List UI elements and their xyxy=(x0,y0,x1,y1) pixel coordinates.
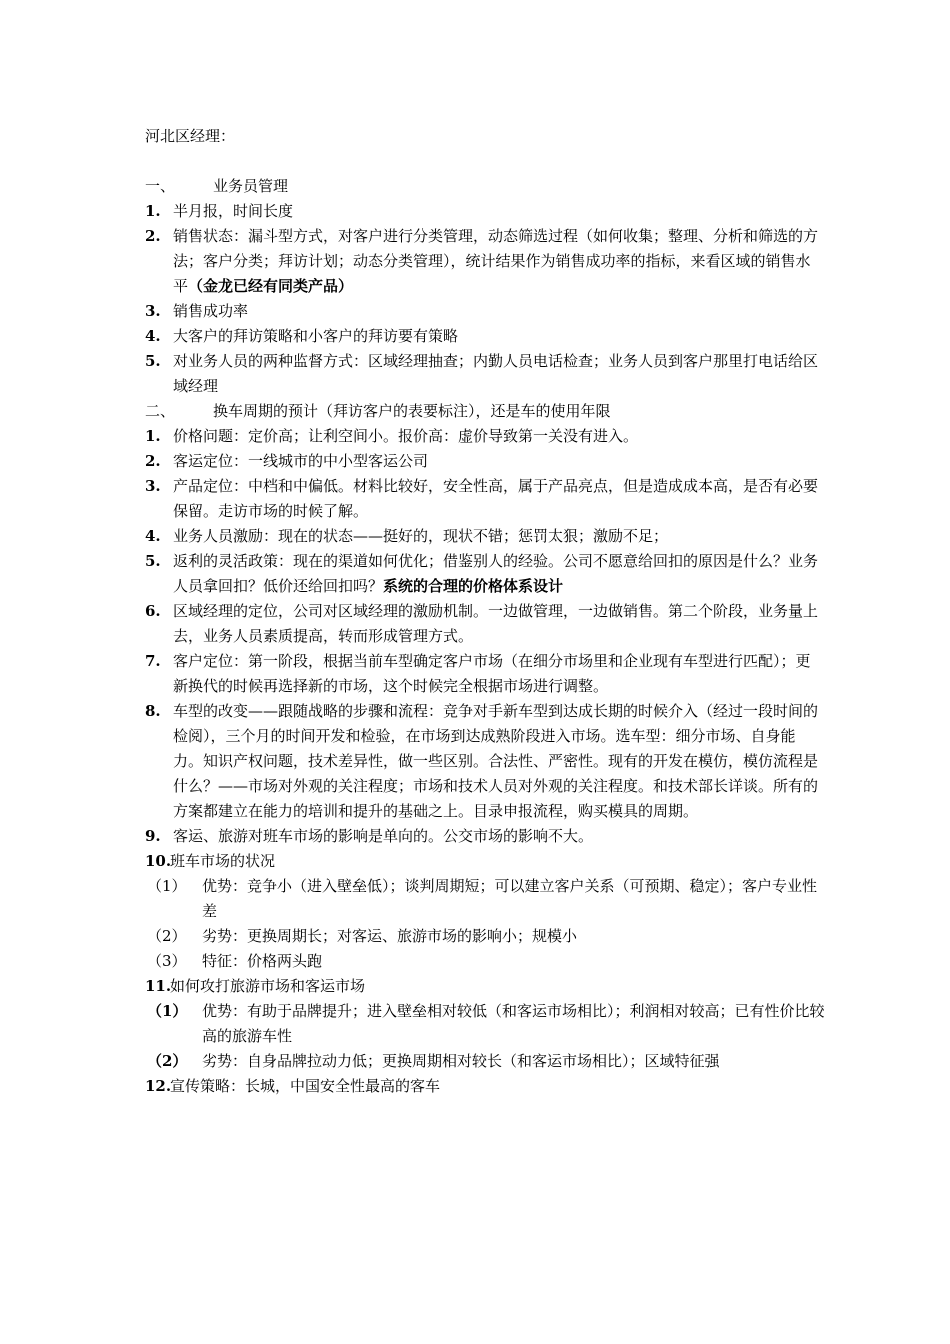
document-title: 河北区经理： xyxy=(145,127,236,145)
section-heading-2 xyxy=(145,399,825,424)
item-text: 宣传策略：长城，中国安全性最高的客车 xyxy=(170,1077,441,1095)
item-text: 产品定位：中档和中偏低。材料比较好，安全性高，属于产品亮点，但是造成成本高，是否有必要保留。走访市场的时候了解。 xyxy=(173,477,819,520)
list-item xyxy=(145,349,825,399)
item-number: 1. xyxy=(145,202,161,220)
item-number: 1. xyxy=(145,427,161,445)
sub-item-text: 劣势：自身品牌拉动力低；更换周期相对较长（和客运市场相比）；区域特征强 xyxy=(202,1052,720,1070)
list-item xyxy=(145,649,825,699)
sub-item-marker: （1） xyxy=(147,1002,188,1020)
item-text: 客运、旅游对班车市场的影响是单向的。公交市场的影响不大。 xyxy=(173,827,594,845)
sub-item-text: 特征：价格两头跑 xyxy=(202,952,323,970)
section-marker: 一、 xyxy=(145,177,176,195)
item-text: 业务人员激励：现在的状态——挺好的，现状不错；惩罚太狠；激励不足； xyxy=(173,527,669,545)
list-item xyxy=(145,549,825,599)
item-text: 对业务人员的两种监督方式：区域经理抽查；内勤人员电话检查；业务人员到客户那里打电话给区域经理 xyxy=(173,352,819,395)
sub-item-text: 优势：竞争小（进入壁垒低）；谈判周期短；可以建立客户关系（可预期、稳定）；客户专业性差 xyxy=(202,877,818,920)
item-number: 12. xyxy=(145,1077,172,1095)
item-text xyxy=(173,224,825,299)
section-heading-1 xyxy=(145,174,825,199)
sub-item-marker: （2） xyxy=(147,927,187,945)
sub-item xyxy=(145,1049,825,1074)
sub-item-marker: （1） xyxy=(147,877,187,895)
item-text: 班车市场的状况 xyxy=(170,852,276,870)
sub-item xyxy=(145,999,825,1049)
item-number: 10. xyxy=(145,852,172,870)
sub-item-text: 优势：有助于品牌提升；进入壁垒相对较低（和客运市场相比）；利润相对较高；已有性价比较高的旅游车性 xyxy=(202,1002,825,1045)
item-emphasis: （金龙已经有同类产品） xyxy=(188,277,354,295)
item-number: 6. xyxy=(145,602,161,620)
sub-item xyxy=(145,874,825,924)
item-text: 销售成功率 xyxy=(173,302,249,320)
list-item xyxy=(145,824,825,849)
list-item xyxy=(145,849,825,874)
item-number: 5. xyxy=(145,552,161,570)
item-text: 价格问题：定价高；让利空间小。报价高：虚价导致第一关没有进入。 xyxy=(173,427,639,445)
list-item xyxy=(145,474,825,524)
item-text: 如何攻打旅游市场和客运市场 xyxy=(170,977,366,995)
item-number: 2. xyxy=(145,452,161,470)
list-item xyxy=(145,974,825,999)
list-item xyxy=(145,449,825,474)
item-text: 区域经理的定位，公司对区域经理的激励机制。一边做管理，一边做销售。第二个阶段，业务量上去，业务人员素质提高，转而形成管理方式。 xyxy=(173,602,819,645)
item-text xyxy=(173,549,825,599)
item-number: 7. xyxy=(145,652,161,670)
item-number: 3. xyxy=(145,477,161,495)
list-item xyxy=(145,199,825,224)
item-body: 返利的灵活政策：现在的渠道如何优化；借鉴别人的经验。公司不愿意给回扣的原因是什么？业务人员拿回扣？低价还给回扣吗？ xyxy=(173,552,819,595)
item-text: 客户定位：第一阶段，根据当前车型确定客户市场（在细分市场里和企业现有车型进行匹配）；更新换代的时候再选择新的市场，这个时候完全根据市场进行调整。 xyxy=(173,652,811,695)
item-number: 4. xyxy=(145,527,161,545)
item-number: 9. xyxy=(145,827,161,845)
list-item xyxy=(145,524,825,549)
list-item xyxy=(145,1074,825,1099)
sub-item-marker: （2） xyxy=(147,1052,188,1070)
section-marker: 二、 xyxy=(145,402,176,420)
section-title: 换车周期的预计（拜访客户的表要标注），还是车的使用年限 xyxy=(213,402,611,420)
item-text: 客运定位：一线城市的中小型客运公司 xyxy=(173,452,429,470)
sub-item xyxy=(145,949,825,974)
sub-item-marker: （3） xyxy=(147,952,187,970)
item-text: 大客户的拜访策略和小客户的拜访要有策略 xyxy=(173,327,459,345)
section-title: 业务员管理 xyxy=(213,177,289,195)
list-item xyxy=(145,424,825,449)
list-item xyxy=(145,324,825,349)
item-text: 半月报，时间长度 xyxy=(173,202,294,220)
list-item xyxy=(145,699,825,824)
item-number: 3. xyxy=(145,302,161,320)
sub-item-text: 劣势：更换周期长；对客运、旅游市场的影响小；规模小 xyxy=(202,927,578,945)
sub-item xyxy=(145,924,825,949)
list-item xyxy=(145,224,825,299)
item-emphasis: 系统的合理的价格体系设计 xyxy=(383,577,564,595)
list-item xyxy=(145,299,825,324)
list-item xyxy=(145,599,825,649)
item-text: 车型的改变——跟随战略的步骤和流程：竞争对手新车型到达成长期的时候介入（经过一段时间的检阅），三个月的时间开发和检验，在市场到达成熟阶段进入市场。选车型：细分市场、自身能力。知识产权问题，技术差异性，做一些区别。合法性、严密性。现有的开发在模仿，模仿流程是什么？——市场对外观的关注程度；市场和技术人员对外观的关注程度。和技术部长详谈。所有的方案都建立在能力的培训和提升的基础之上。目录申报流程，购买模具的周期。 xyxy=(173,702,819,820)
item-number: 2. xyxy=(145,227,161,245)
item-number: 5. xyxy=(145,352,161,370)
item-number: 11. xyxy=(145,977,172,995)
item-body: 销售状态：漏斗型方式，对客户进行分类管理，动态筛选过程（如何收集；整理、分析和筛选的方法；客户分类；拜访计划；动态分类管理），统计结果作为销售成功率的指标，来看区域的销售水平 xyxy=(173,227,819,295)
document-body xyxy=(145,174,825,1099)
item-number: 8. xyxy=(145,702,161,720)
item-number: 4. xyxy=(145,327,161,345)
